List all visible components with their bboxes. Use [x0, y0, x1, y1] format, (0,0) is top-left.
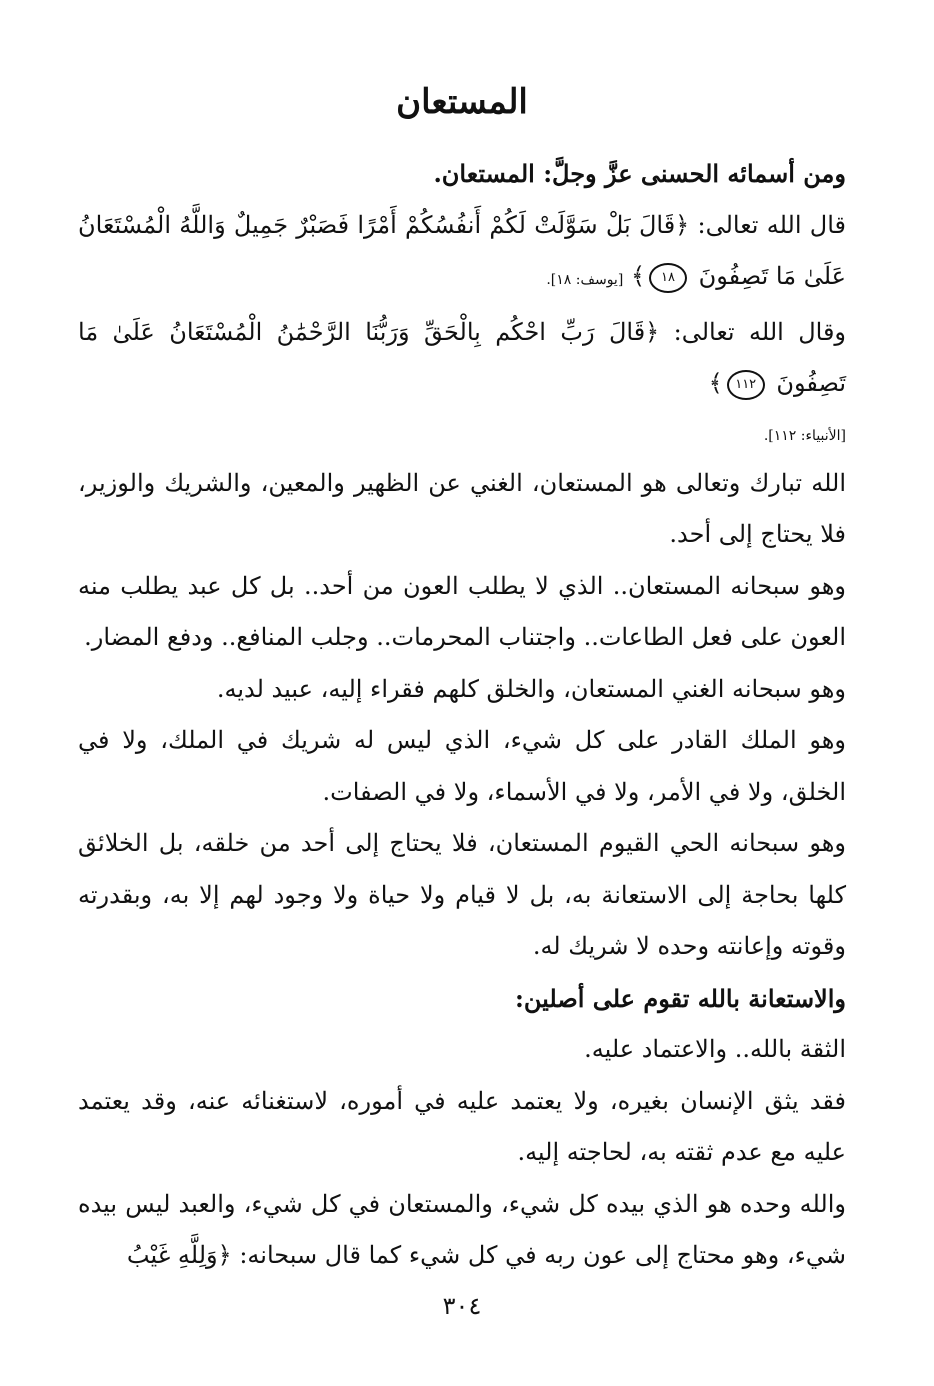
paragraph: فقد يثق الإنسان بغيره، ولا يعتمد عليه في أموره، لاستغنائه عنه، وقد يعتمد عليه مع عدم ثقته به، لحاجته إليه.: [78, 1086, 846, 1166]
paragraph: وهو سبحانه الغني المستعان، والخلق كلهم فقراء إليه، عبيد لديه.: [216, 674, 846, 703]
last-paragraph: [78, 1179, 846, 1282]
verse-2-reference: [الأنبياء: ١١٢].: [763, 427, 846, 444]
verse-2-close: ﴾: [708, 369, 723, 397]
verse-2-prefix: وقال الله تعالى:: [673, 317, 847, 346]
book-page: [78, 0, 846, 1386]
verse-1-paragraph: [78, 200, 846, 307]
paragraph: الله تبارك وتعالى هو المستعان، الغني عن الظهير والمعين، والشريك والوزير، فلا يحتاج إلى أحد.: [78, 468, 846, 548]
verse-1-close: ﴾: [630, 262, 645, 290]
paragraph: وهو سبحانه المستعان.. الذي لا يطلب العون من أحد.. بل كل عبد يطلب منه العون على فعل الطاعات.. واجتناب المحرمات.. وجلب المنافع.. ودفع المضار.: [78, 571, 846, 651]
verse-1-text: ﴿قَالَ بَلْ سَوَّلَتْ لَكُمْ أَنفُسُكُمْ أَمْرًا فَصَبْرٌ جَمِيلٌ وَاللَّهُ الْمُسْتَعَانُ عَلَىٰ مَا تَصِفُونَ: [78, 210, 846, 290]
page-body: [78, 148, 846, 1282]
paragraph: وهو الملك القادر على كل شيء، الذي ليس له شريك في الملك، ولا في الخلق، ولا في الأمر، ولا في الأسماء، ولا في الصفات.: [78, 726, 846, 806]
verse-2-paragraph: [78, 307, 846, 410]
paragraph: الثقة بالله.. والاعتماد عليه.: [584, 1035, 846, 1063]
last-paragraph-text: والله وحده هو الذي بيده كل شيء، والمستعان في كل شيء، والعبد ليس بيده شيء، وهو محتاج إلى عون ربه في كل شيء كما قال سبحانه:: [78, 1189, 847, 1269]
verse-2-reference-line: [78, 410, 846, 458]
section-subheading: والاستعانة بالله تقوم على أصلين:: [515, 983, 846, 1013]
ayah-number-badge: ١١٢: [727, 370, 765, 400]
ayah-number-badge: ١٨: [649, 263, 687, 293]
page-title: المستعان: [396, 82, 528, 122]
intro-heading: ومن أسمائه الحسنى عزَّ وجلَّ: المستعان.: [433, 159, 846, 188]
last-paragraph-quran: ﴿وَلِلَّهِ غَيْبُ: [126, 1241, 232, 1269]
verse-2-text: ﴿قَالَ رَبِّ احْكُم بِالْحَقِّ وَرَبُّنَا الرَّحْمَٰنُ الْمُسْتَعَانُ عَلَىٰ مَا تَصِفُونَ: [78, 317, 846, 397]
verse-1-reference: [يوسف: ١٨].: [546, 272, 624, 288]
paragraph: وهو سبحانه الحي القيوم المستعان، فلا يحتاج إلى أحد من خلقه، بل الخلائق كلها بحاجة إلى الاستعانة به، بل لا قيام ولا حياة ولا وجود لهم إلا به، وبقدرته وقوته وإعانته وحده لا شريك له.: [78, 829, 846, 960]
page-number: ٣٠٤: [442, 1292, 482, 1320]
verse-1-prefix: قال الله تعالى:: [697, 210, 846, 239]
